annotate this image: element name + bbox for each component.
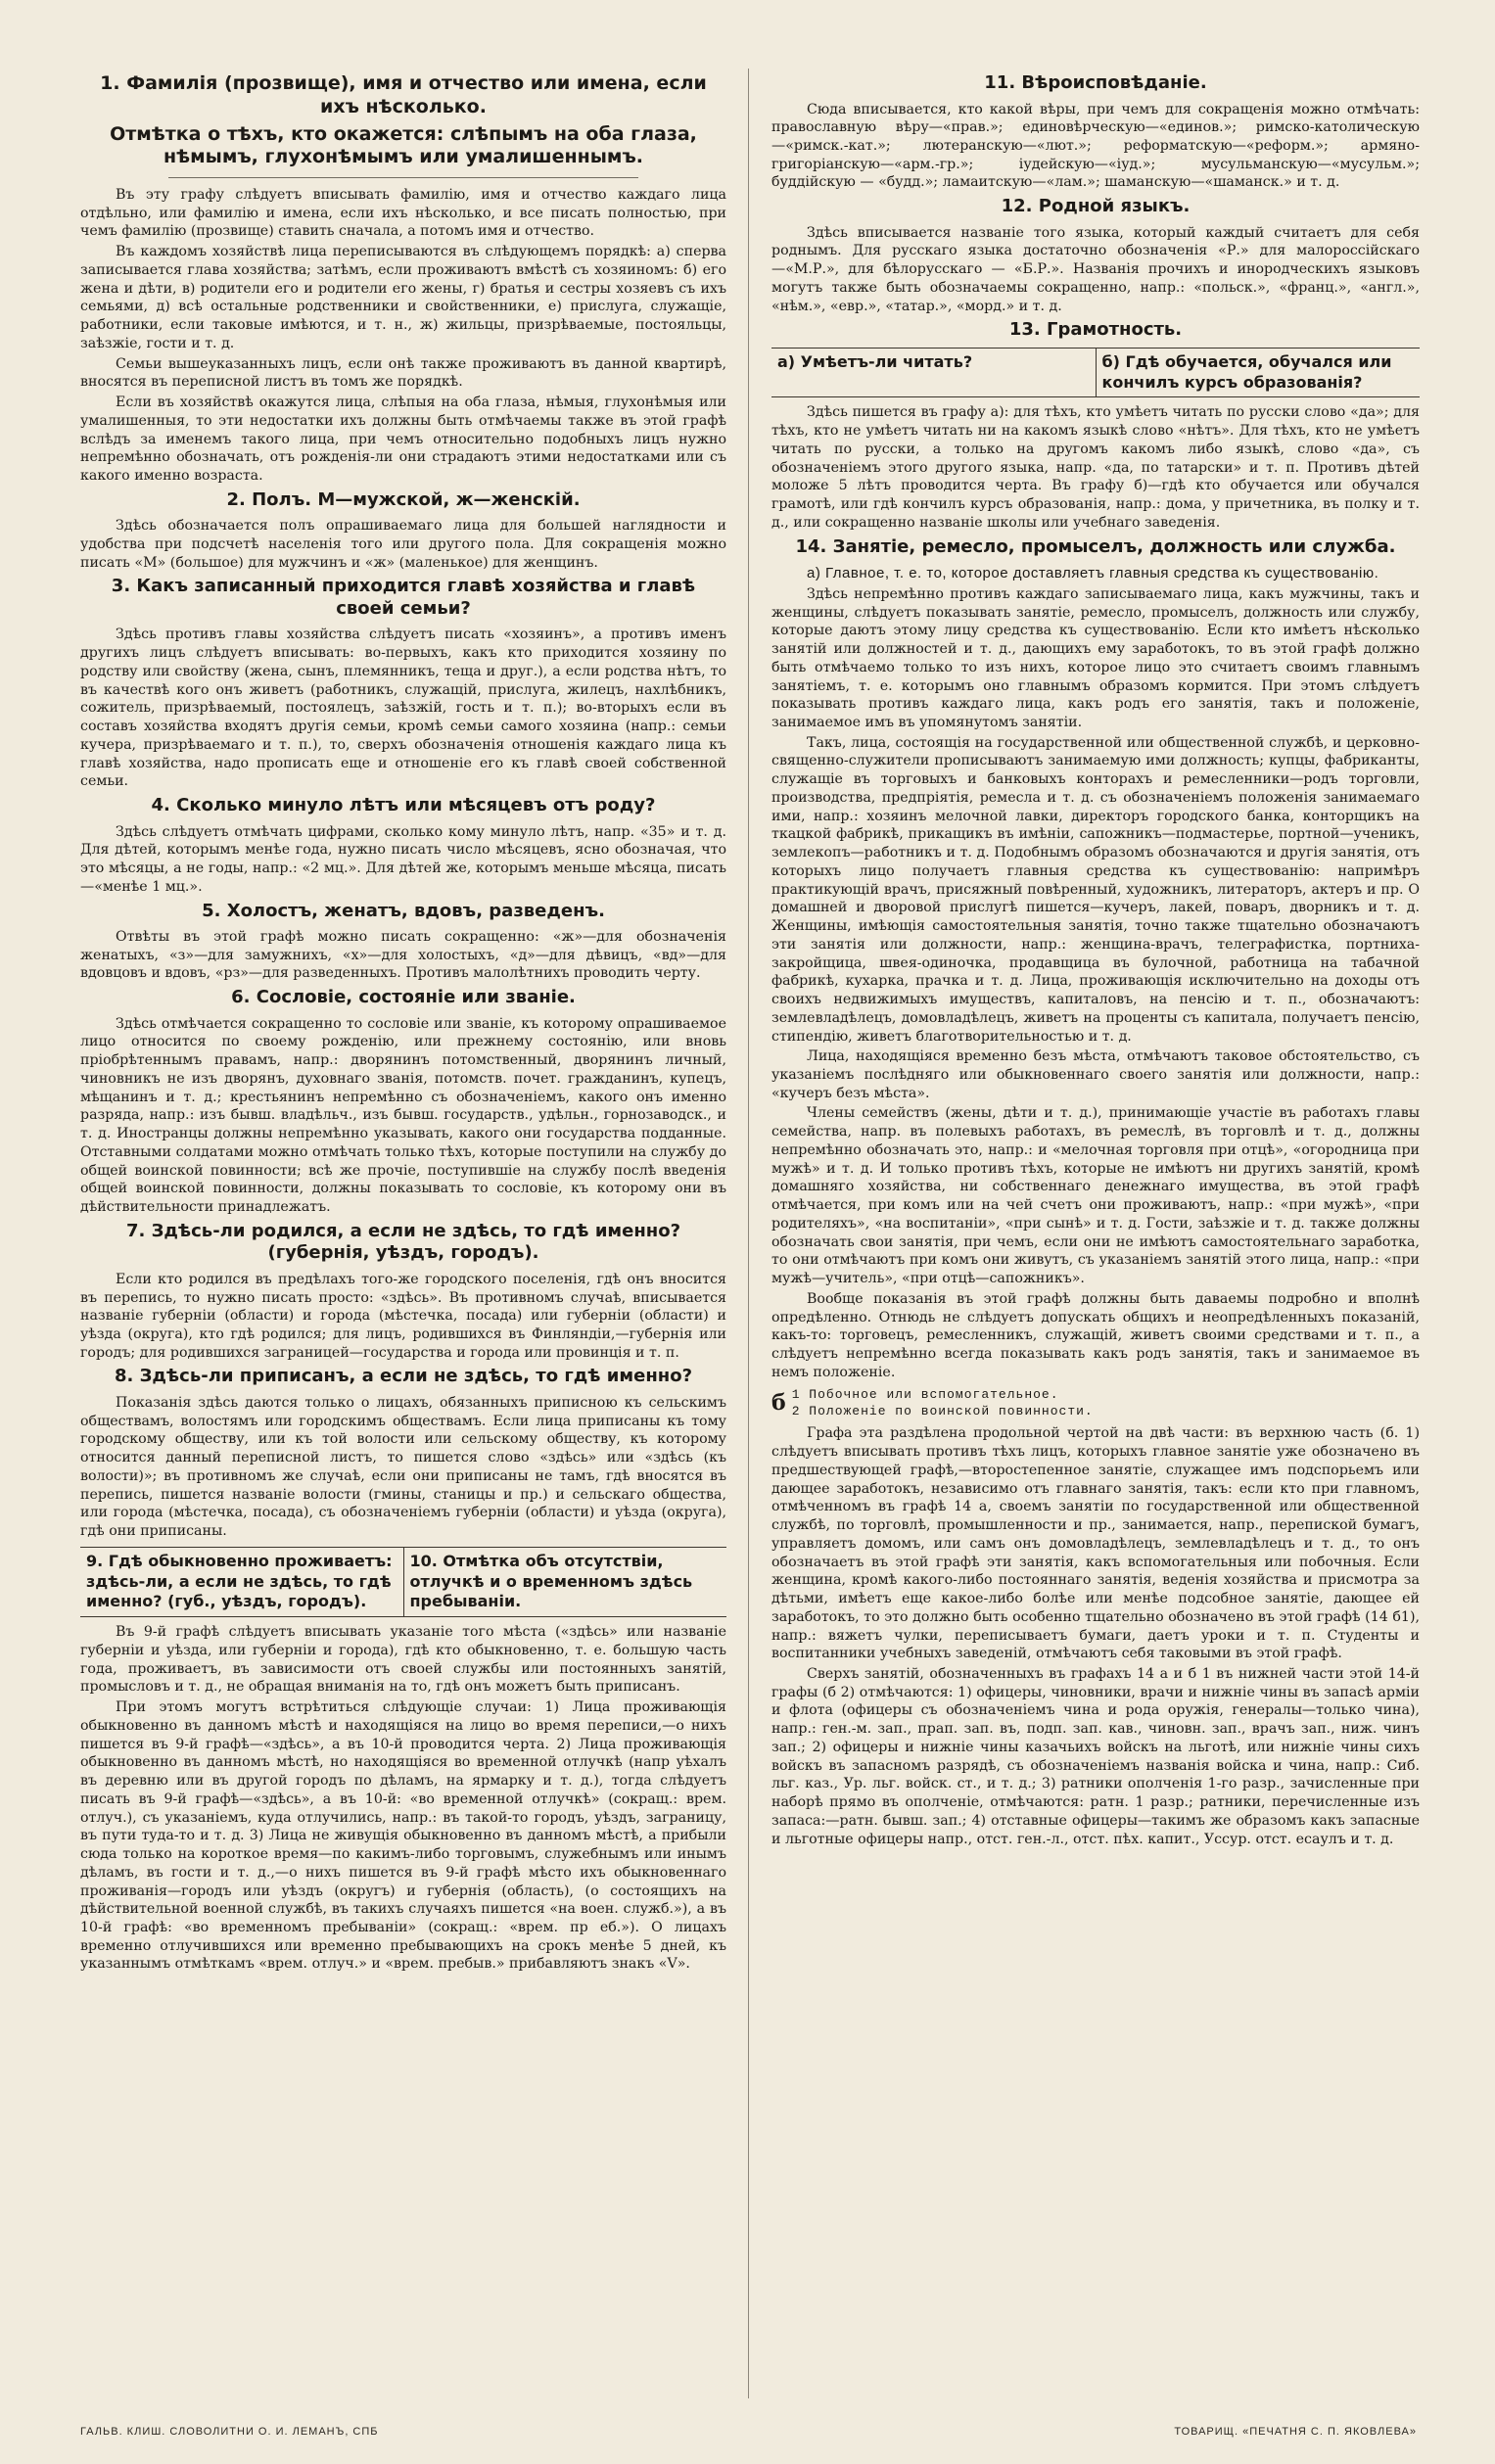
section-2-title: 2. Полъ. М—мужской, ж—женскій.: [226, 488, 581, 510]
section-1-paragraph: Если въ хозяйствѣ окажутся лица, слѣпыя на оба глаза, нѣмыя, глухонѣмыя или умалишенныя, то эти недостатки ихъ должны быть отмѣчаемы также въ этой графѣ вслѣдъ за именемъ такого лица, при чемъ относительно подобныхъ лицъ нужно непремѣнно обозначать, отъ рожденія-ли они страдаютъ этими недостатками или съ какого именно возраста.: [80, 395, 726, 485]
section-11-title: 11. Вѣроисповѣданіе.: [984, 72, 1207, 93]
section-9-title: 9. Гдѣ обыкновенно проживаетъ: здѣсь-ли, а если не здѣсь, то гдѣ именно? (губ., уѣздъ, городъ).: [86, 1551, 393, 1611]
left-column: [80, 69, 726, 2398]
section-14-paragraph: Такъ, лица, состоящія на государственной или общественной службѣ, и церковно-священно-служители прописываютъ занимаемую ими должность; купцы, фабриканты, служащіе въ торговыхъ и банковыхъ конторахъ и ремесленники—родъ торговли, производства, предпріятія, ремесла и т. д. съ обозначеніемъ положенія занимаемаго ими, напр.: хозяинъ мелочной лавки, директоръ городского банка, конторщикъ на ткацкой фабрикѣ, прикащикъ въ имѣніи, сапожникъ—подмастерье, портной—ученикъ, землекопъ—работникъ и т. д. Подобнымъ образомъ обозначаются и другія занятія, отъ которыхъ лицо получаетъ главныя средства къ существованію: напримѣръ практикующій врачъ, присяжный повѣренный, художникъ, литераторъ, актеръ и пр. О домашней и дворовой прислугѣ пишется—кучеръ, лакей, поваръ, дворникъ и т. д. Женщины, имѣющія самостоятельныя занятія, точно также тщательно обозначаютъ эти занятія или должности, напр.: женщина-врачъ, телеграфистка, портниха-закройщица, швея-одиночка, продавщица въ булочной, работница на табачной фабрикѣ, кухарка, прачка и т. д. Лица, проживающія исключительно на доходы отъ своихъ недвижимыхъ имуществъ, капиталовъ, на пенсію и т. п., обозначаютъ: землевладѣлецъ, домовладѣлецъ, живетъ на проценты съ капитала, получаетъ пенсію, стипендію, живетъ благотворительностью и т. д.: [771, 734, 1420, 1045]
section-3-title: 3. Какъ записанный приходится главѣ хозяйства и главѣ своей семьи?: [111, 576, 696, 619]
section-4-paragraph: Здѣсь слѣдуетъ отмѣчать цифрами, сколько кому минуло лѣтъ, напр. «35» и т. д. Для дѣтей, которымъ менѣе года, нужно писать число мѣсяцевъ, ясно обозначая, что это мѣсяцы, а не годы, напр.: «2 мц.». Для дѣтей же, которымъ меньше мѣсяца, писать—«менѣе 1 мц.».: [80, 823, 726, 895]
section-12-title: 12. Родной языкъ.: [1001, 196, 1191, 217]
section-14b-paragraph: Графа эта раздѣлена продольной чертой на двѣ части: въ верхнюю часть (б. 1) слѣдуетъ вписывать противъ тѣхъ лицъ, которыхъ главное занятіе уже обозначено въ предшествующей графѣ,—второстепенное занятіе, служащее имъ подспорьемъ или дающее заработокъ, независимо отъ главнаго занятія, такъ: если кто при главномъ, отмѣченномъ въ графѣ 14 а, своемъ занятіи по государственной или общественной службѣ, по торговлѣ, промышленности и пр., занимается, напр., перепиской бумагъ, управляетъ домомъ, или самъ онъ домовладѣлецъ, землевладѣлецъ и т. д., то онъ обозначаетъ въ этой графѣ эти занятія, какъ вспомогательныя или побочныя. Если женщина, кромѣ какого-либо постояннаго занятія, веденія хозяйства и присмотра за дѣтьми, имѣетъ еще какое-либо болѣе или менѣе подсобное занятіе, дающее ей заработокъ, то это должно быть особенно тщательно обозначено въ этой графѣ (14 б1), напр.: вяжетъ чулки, переписываетъ бумаги, даетъ уроки и т. п. Студенты и воспитанники учебныхъ заведеній, отмѣчаютъ себя таковыми въ этой графѣ.: [771, 1425, 1420, 1662]
section-14-paragraph: Лица, находящіяся временно безъ мѣста, отмѣчаютъ таковое обстоятельство, съ указаніемъ послѣдняго или обыкновеннаго своего занятія или должности, напр.: «кучеръ безъ мѣста».: [771, 1048, 1420, 1101]
section-7-paragraph: Если кто родился въ предѣлахъ того-же городского поселенія, гдѣ онъ вносится въ перепись, то нужно писать просто: «здѣсь». Въ противномъ случаѣ, вписывается названіе губерніи (области) и города (мѣстечка, посада) или губерніи (области) и уѣзда (округа), кто гдѣ родился; для лицъ, родившихся въ Финляндіи,—губернія или городъ; для родившихся заграницей—государства и города или провинція и т. п.: [80, 1271, 726, 1361]
section-8-title: 8. Здѣсь-ли приписанъ, а если не здѣсь, то гдѣ именно?: [114, 1366, 693, 1387]
section-1-title: 1. Фамилія (прозвище), имя и отчество или имена, если ихъ нѣсколько.: [100, 72, 707, 117]
section-9-10-header: [80, 1547, 726, 1617]
section-1-paragraph: Въ эту графу слѣдуетъ вписывать фамилію, имя и отчество каждаго лица отдѣльно, или фамилію и имена, если ихъ нѣсколько, и все писать полностью, при чемъ фамилію (прозвище) ставить сначала, а потомъ имя и отчество.: [80, 187, 726, 240]
section-6-title: 6. Сословіе, состояніе или званіе.: [231, 987, 576, 1008]
section-3-paragraph: Здѣсь противъ главы хозяйства слѣдуетъ писать «хозяинъ», а противъ именъ другихъ лицъ слѣдуетъ вписывать: во-первыхъ, какъ кто приходится хозяину по родству или свойству (жена, сынъ, племянникъ, теща и друг.), а если родства нѣтъ, то въ качествѣ кого онъ живетъ (работникъ, служащій, прислуга, жилецъ, нахлѣбникъ, сожитель, призрѣваемый, постоялецъ, заѣзжій, гость и т. п.); во-вторыхъ если въ составъ хозяйства входятъ другія семьи, кромѣ семьи самого хозяина (напр.: семьи кучера, призрѣваемаго и т. п.), то, сверхъ обозначенія отношенія каждаго лица къ главѣ хозяйства, надо прописать еще и отношеніе его къ главѣ своей собственной семьи.: [80, 627, 726, 790]
section-1-paragraph: Въ каждомъ хозяйствѣ лица переписываются въ слѣдующемъ порядкѣ: а) сперва записывается глава хозяйства; затѣмъ, если проживаютъ вмѣстѣ съ хозяиномъ: б) его жена и дѣти, в) родители его и родители его жены, г) братья и сестры хозяевъ съ ихъ семьями, д) всѣ остальные родственники и свойственники, е) прислуга, служащіе, работники, если таковые имѣются, и т. н., ж) жильцы, призрѣваемые, постояльцы, заѣзжіе, гости и т. д.: [80, 244, 726, 351]
section-14b1-title: 1 Побочное или вспомогательное.: [791, 1387, 1059, 1403]
section-7-title: 7. Здѣсь-ли родился, а если не здѣсь, то гдѣ именно? (губернія, уѣздъ, городъ).: [125, 1220, 681, 1264]
section-12-paragraph: Здѣсь вписывается названіе того языка, который каждый считаетъ для себя роднымъ. Для русскаго языка достаточно обозначенія «Р.» для малороссійскаго—«М.Р.», для бѣлорусскаго — «Б.Р.». Названія прочихъ и инородческихъ языковъ могутъ также быть обозначаемы сокращенно, напр.: «польск.», «франц.», «англ.», «нѣм.», «евр.», «татар.», «морд.» и т. д.: [771, 224, 1420, 314]
section-14-paragraph: Вообще показанія въ этой графѣ должны быть даваемы подробно и вполнѣ опредѣленно. Отнюдь не слѣдуетъ допускать общихъ и неопредѣленныхъ показаній, какъ-то: торговецъ, ремесленникъ, служащій, живетъ своими средствами и т. п., а слѣдуетъ непремѣнно всегда показывать какъ родъ занятія, такъ и занимаемое въ немъ положеніе.: [771, 1290, 1420, 1380]
section-13-paragraph: Здѣсь пишется въ графу а): для тѣхъ, кто умѣетъ читать по русски слово «да»; для тѣхъ, кто не умѣетъ читать ни на какомъ языкѣ слово «нѣтъ». Для тѣхъ, кто не умѣетъ читать по русски, а только на другомъ какомъ либо языкѣ, слово «да», съ обозначеніемъ этого другого языка, напр. «да, по татарски» и т. п. Противъ дѣтей моложе 5 лѣтъ проводится черта. Въ графу б)—гдѣ кто обучается или обучался грамотѣ, или гдѣ кончилъ курсъ образованія, напр.: дома, у причетника, въ полку и т. д., или сокращенно названіе школы или учебнаго заведенія.: [771, 404, 1420, 531]
column-divider: [748, 69, 749, 2398]
section-10-title: 10. Отмѣтка объ отсутствіи, отлучкѣ и о временномъ здѣсь пребываніи.: [403, 1548, 727, 1616]
section-5-title: 5. Холостъ, женатъ, вдовъ, разведенъ.: [202, 900, 605, 921]
section-11-paragraph: Сюда вписывается, кто какой вѣры, при чемъ для сокращенія можно отмѣчать: православную вѣру—«прав.»; единовѣрческую—«единов.»; римско-католическую—«римск.-кат.»; лютеранскую—«лют.»; реформатскую—«реформ.»; армяно-григоріанскую—«арм.-гр.»; іудейскую—«іуд.»; мусульманскую—«мусульм.»; буддійскую — «будд.»; ламаитскую—«лам.»; шаманскую—«шаманск.» и т. д.: [771, 101, 1420, 191]
section-14-paragraph: Члены семействъ (жены, дѣти и т. д.), принимающіе участіе въ работахъ главы семейства, напр. въ полевыхъ работахъ, въ ремеслѣ, въ торговлѣ и т. д., должны непремѣнно обозначать это, напр.: и «мелочная торговля при отцѣ», «огородница при мужѣ» и т. д. И только противъ тѣхъ, которые не имѣютъ ни другихъ занятій, кромѣ домашняго хозяйства, ни собственнаго денежнаго имущества, въ этой графѣ отмѣчается, при комъ или на чей счетъ они проживаютъ, напр.: «при мужѣ», «при родителяхъ», «на воспитаніи», «при сынѣ» и т. д. Гости, заѣзжіе и т. д. также должны обозначать свои занятія, при чемъ, если они не имѣютъ самостоятельнаго заработка, то они отмѣчаютъ при комъ они живутъ, съ указаніемъ занятій этого лица, напр.: «при мужѣ—учитель», «при отцѣ—сапожникъ».: [771, 1105, 1420, 1287]
right-column: [771, 69, 1420, 2398]
divider: [168, 177, 638, 178]
section-13a-title: а) Умѣетъ-ли читать?: [777, 351, 973, 371]
section-13-title: 13. Грамотность.: [1008, 319, 1183, 341]
section-2-paragraph: Здѣсь обозначается полъ опрашиваемаго лица для большей наглядности и удобства при подсчетѣ населенія того или другого пола. Для сокращенія можно писать «М» (большое) для мужчинъ и «ж» (маленькое) для женщинъ.: [80, 518, 726, 571]
section-14b-paragraph: Сверхъ занятій, обозначенныхъ въ графахъ 14 а и б 1 въ нижней части этой 14-й графы (б 2) отмѣчаются: 1) офицеры, чиновники, врачи и нижніе чины въ запасѣ арміи и флота (офицеры съ обозначеніемъ чина и рода оружія, генералы—только чина), напр.: ген.-м. зап., прап. зап. въ, подп. зап. кав., чиновн. зап., врачъ зап., ниж. чинъ зап.; 2) офицеры и нижніе чины казачьихъ войскъ на льготѣ, или нижніе чины сихъ войскъ въ запасномъ разрядѣ, съ обозначеніемъ названія войска и чина, напр.: Сиб. льг. каз., Ур. льг. войск. ст., и т. д.; 3) ратники ополченія 1-го разр., зачисленные при наборѣ прямо въ ополченіе, отмѣчаются: ратн. 1 разр.; ратники, перечисленные изъ запаса:—ратн. бывш. зап.; 4) отставные офицеры—такимъ же образомъ какъ запасные и льготные офицеры напр., отст. ген.-л., отст. пѣх. капит., Уссур. отст. есаулъ и т. д.: [771, 1666, 1420, 1847]
section-4-title: 4. Сколько минуло лѣтъ или мѣсяцевъ отъ роду?: [151, 795, 656, 816]
section-13b-title: б) Гдѣ обучается, обучался или кончилъ курсъ образованія?: [1096, 349, 1421, 397]
section-8-paragraph: Показанія здѣсь даются только о лицахъ, обязанныхъ приписною къ сельскимъ обществамъ, волостямъ или городскимъ обществамъ. Если лица приписаны къ тому городскому обществу, или къ той волости или сельскому обществу, къ которому относится данный переписной листъ, то пишется слово «здѣсь» или «здѣсь (къ волости)»; въ противномъ же случаѣ, если они приписаны не тамъ, гдѣ вносятся въ перепись, пишется названіе волости (гмины, станицы и пр.) и сельскаго общества, или города (мѣстечка, посада), съ обозначеніемъ губерніи (области) и уѣзда (округа), гдѣ они приписаны.: [80, 1394, 726, 1540]
section-14-title: 14. Занятіе, ремесло, промыселъ, должность или служба.: [795, 535, 1396, 557]
section-14b2-title: 2 Положеніе по воинской повинности.: [791, 1404, 1094, 1419]
section-1-paragraph: Семьи вышеуказанныхъ лицъ, если онѣ также проживаютъ въ данной квартирѣ, вносятся въ переписной листъ въ томъ же порядкѣ.: [80, 355, 726, 391]
section-14b-header: [771, 1385, 1420, 1420]
printer-imprint-right: ТОВАРИЩ. «ПЕЧАТНЯ С. П. ЯКОВЛЕВА»: [1174, 2426, 1417, 2438]
section-9-paragraph: При этомъ могутъ встрѣтиться слѣдующіе случаи: 1) Лица проживающія обыкновенно въ данномъ мѣстѣ и находящіяся на лицо во время переписи,—о нихъ пишется въ 9-й графѣ—«здѣсь», а въ 10-й проводится черта. 2) Лица проживающія обыкновенно въ данномъ мѣстѣ, но находящіяся во временной отлучкѣ (напр уѣхалъ въ деревню или въ другой городъ по дѣламъ, на ярмарку и т. д.), тогда слѣдуетъ писать въ 9-й графѣ—«здѣсь», а въ 10-й: «во временной отлучкѣ» (сокращ.: врем. отлуч.), съ указаніемъ, куда отлучились, напр.: въ такой-то городъ, уѣздъ, заграницу, въ пути туда-то и т. д. 3) Лица не живущія обыкновенно въ данномъ мѣстѣ, а прибыли сюда только на короткое время—по какимъ-либо торговымъ, служебнымъ или инымъ дѣламъ, въ гости и т. д.,—о нихъ пишется въ 9-й графѣ мѣсто ихъ обыкновеннаго проживанія—городъ или уѣздъ (округъ) и губернія (область), (о состоящихъ на дѣйствительной военной службѣ, въ такихъ случаяхъ пишется «на воен. служб.»), а въ 10-й графѣ: «во временномъ пребываніи» (сокращ.: «врем. пр еб.»). О лицахъ временно отлучившихся или временно пребывающихъ на срокъ менѣе 5 дней, къ указаннымъ отмѣткамъ «врем. отлуч.» и «врем. пребыв.» прибавляютъ знакъ «V».: [80, 1699, 726, 1973]
printer-imprint-left: ГАЛЬВ. КЛИШ. СЛОВОЛИТНИ О. И. ЛЕМАНЪ, СПБ: [80, 2426, 379, 2438]
section-1-subtitle: Отмѣтка о тѣхъ, кто окажется: слѣпымъ на оба глаза, нѣмымъ, глухонѣмымъ или умалишеннымъ.: [110, 122, 697, 168]
section-13-subheaders: [771, 348, 1420, 398]
section-14-paragraph: Здѣсь непремѣнно противъ каждаго записываемаго лица, какъ мужчины, такъ и женщины, слѣдуетъ показывать занятіе, ремесло, промыселъ, должность или службу, которые даютъ этому лицу средства къ существованію. Если кто имѣетъ нѣсколько занятій или должностей и т. д., дающихъ ему заработокъ, то въ этой графѣ должно быть отмѣчаемо только то изъ нихъ, которое лицо это считаетъ своимъ главнымъ занятіемъ, т. е. которымъ оно главнымъ образомъ кормится. При этомъ слѣдуетъ показывать противъ каждаго лица, какъ родъ его занятія, такъ и положеніе, занимаемое имъ въ упомянутомъ занятіи.: [771, 585, 1420, 731]
section-14b-marker: б: [771, 1390, 786, 1417]
section-5-paragraph: Отвѣты въ этой графѣ можно писать сокращенно: «ж»—для обозначенія женатыхъ, «з»—для замужнихъ, «х»—для холостыхъ, «д»—для дѣвицъ, «вд»—для вдовцовъ и вдовъ, «рз»—для разведенныхъ. Противъ малолѣтнихъ проводить черту.: [80, 929, 726, 982]
section-9-paragraph: Въ 9-й графѣ слѣдуетъ вписывать указаніе того мѣста («здѣсь» или названіе губерніи и уѣзда, или губерніи и города), гдѣ кто обыкновенно, т. е. большую часть года, проживаетъ, въ зависимости отъ своей службы или постоянныхъ занятій, промысловъ и т. д., не обращая вниманія на то, гдѣ онъ можетъ быть приписанъ.: [80, 1624, 726, 1696]
section-6-paragraph: Здѣсь отмѣчается сокращенно то сословіе или званіе, къ которому опрашиваемое лицо относится по своему рожденію, или прежнему состоянію, или вновь пріобрѣтеннымъ правамъ, напр.: дворянинъ потомственный, дворянинъ личный, чиновникъ не изъ дворянъ, духовнаго званія, потомств. почет. гражданинъ, купецъ, мѣщанинъ и т. д.; крестьянинъ непремѣнно съ обозначеніемъ, какого онъ именно разряда, напр.: изъ бывш. владѣльч., изъ бывш. государств., удѣльн., горнозаводск., и т. д. Иностранцы должны непремѣнно указывать, какого они государства подданные. Отставными солдатами можно отмѣчать только тѣхъ, которые поступили на службу до общей воинской повинности; всѣ же прочіе, поступившіе на службу послѣ введенія общей воинской повинности, должны показывать то сословіе, къ которому они въ дѣйствительности принадлежатъ.: [80, 1015, 726, 1216]
section-14-lead: а) Главное, т. е. то, которое доставляетъ главныя средства къ существованію.: [807, 565, 1379, 582]
